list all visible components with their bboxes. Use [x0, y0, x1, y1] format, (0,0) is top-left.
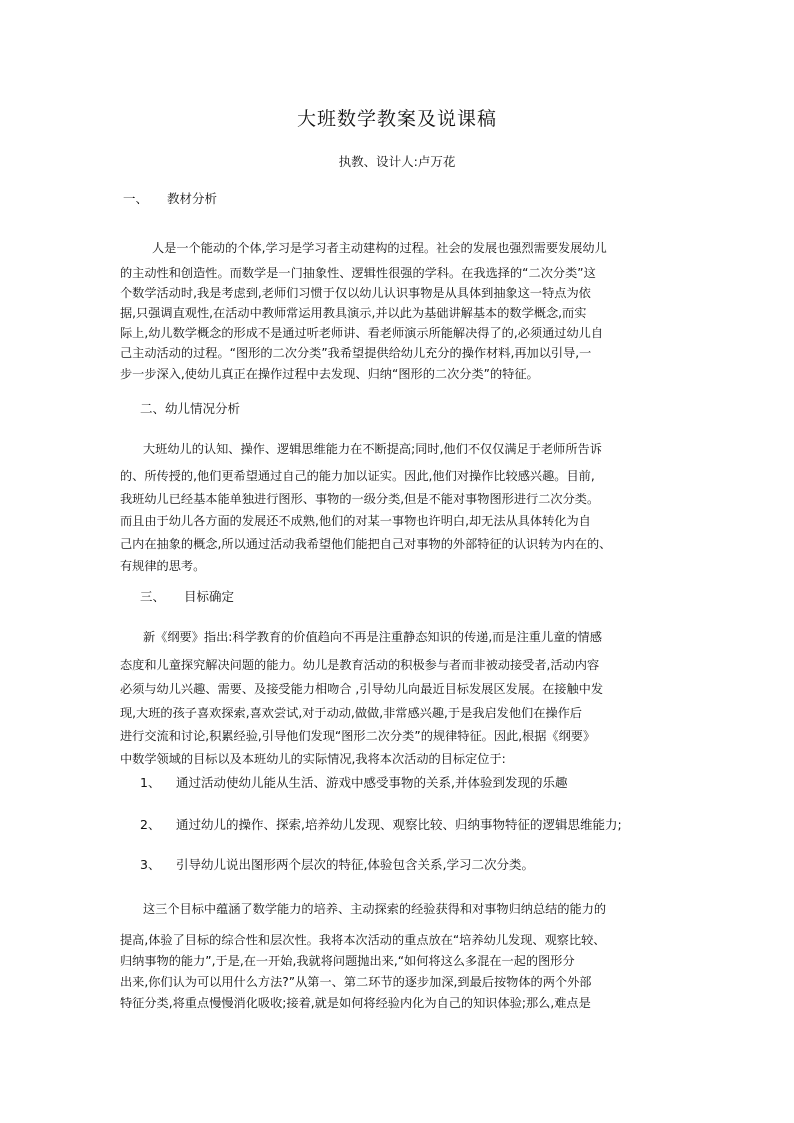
- section-title: 教材分析: [167, 191, 218, 206]
- goal-item: [140, 857, 534, 873]
- paragraph-line: 我班幼儿已经基本能单独进行图形、事物的一级分类,但是不能对事物图形进行二次分类。: [120, 492, 600, 506]
- goal-text: 通过幼儿的操作、探索,培养幼儿发现、观察比较、归纳事物特征的逻辑思维能力;: [176, 817, 622, 832]
- section-heading-materials: [123, 191, 217, 207]
- paragraph-line: 步一步深入,使幼儿真正在操作过程中去发现、归纳“图形的二次分类”的特征。: [120, 367, 539, 381]
- paragraph-line: 态度和儿童探究解决问题的能力。幼儿是教育活动的积极参与者而非被动接受者,活动内容: [120, 658, 600, 672]
- paragraph-line: 的主动性和创造性。而数学是一门抽象性、逻辑性很强的学科。在我选择的“二次分类”这: [120, 266, 596, 280]
- paragraph-line: 而且由于幼儿各方面的发展还不成熟,他们的对某一事物也许明白,却无法从具体转化为自: [120, 514, 591, 528]
- paragraph-line: 有规律的思考。: [120, 559, 206, 573]
- goal-number: 2、: [140, 817, 161, 832]
- paragraph-line: 新《纲要》指出:科学教育的价值趋向不再是注重静态知识的传递,而是注重儿童的情感: [143, 630, 602, 644]
- paragraph-line: 出来,你们认为可以用什么方法?”从第一、第二环节的逐步加深,到最后按物体的两个外部: [120, 975, 592, 989]
- paragraph-line: 己主动活动的过程。“图形的二次分类”我希望提供给幼儿充分的操作材料,再加以引导,一: [120, 346, 592, 360]
- paragraph-line: 现,大班的孩子喜欢探索,喜欢尝试,对于动动,做做,非常感兴趣,于是我启发他们在操作后: [120, 706, 582, 720]
- section-heading-children: 二、幼儿情况分析: [140, 401, 241, 416]
- author-line: 执教、设计人:卢万花: [338, 154, 456, 169]
- paragraph-line: 中数学领域的目标以及本班幼儿的实际情况,我将本次活动的目标定位于:: [120, 752, 506, 766]
- goal-item: [140, 817, 622, 833]
- section-number: 一、: [123, 191, 149, 206]
- paragraph-line: 个数学活动时,我是考虑到,老师们习惯于仅以幼儿认识事物是从具体到抽象这一特点为依: [120, 286, 591, 300]
- paragraph-line: 特征分类,将重点慢慢消化吸收;接着,就是如何将经验内化为自己的知识体验;那么,难点是: [120, 996, 591, 1010]
- section-title: 目标确定: [184, 589, 235, 604]
- goal-number: 3、: [140, 857, 161, 872]
- section-number: 三、: [140, 589, 166, 604]
- paragraph-line: 的、所传授的,他们更希望通过自己的能力加以证实。因此,他们对操作比较感兴趣。目前,: [120, 469, 595, 483]
- paragraph-line: 归纳事物的能力”,于是,在一开始,我就将问题抛出来,“如何将这么多混在一起的图形分: [120, 954, 575, 968]
- goal-text: 引导幼儿说出图形两个层次的特征,体验包含关系,学习二次分类。: [176, 857, 534, 872]
- paragraph-line: 必须与幼儿兴趣、需要、及接受能力相吻合 ,引导幼儿向最近目标发展区发展。在接触中发: [120, 682, 604, 696]
- paragraph-line: 际上,幼儿数学概念的形成不是通过听老师讲、看老师演示所能解决得了的,必须通过幼儿自: [120, 326, 604, 340]
- goal-text: 通过活动使幼儿能从生活、游戏中感受事物的关系,并体验到发现的乐趣: [176, 775, 568, 790]
- goal-number: 1、: [140, 775, 161, 790]
- paragraph-line: 人是一个能动的个体,学习是学习者主动建构的过程。社会的发展也强烈需要发展幼儿: [152, 241, 607, 255]
- paragraph-line: 大班幼儿的认知、操作、逻辑思维能力在不断提高;同时,他们不仅仅满足于老师所告诉: [143, 442, 602, 456]
- paragraph-line: 这三个目标中蕴涵了数学能力的培养、主动探索的经验获得和对事物归纳总结的能力的: [143, 902, 607, 916]
- paragraph-line: 进行交流和讨论,积累经验,引导他们发现“图形二次分类”的规律特征。因此,根据《纲要》: [120, 729, 596, 743]
- section-heading-goals: [140, 589, 234, 605]
- paragraph-line: 己内在抽象的概念,所以通过活动我希望他们能把自己对事物的外部特征的认识转为内在的、: [120, 537, 612, 551]
- goal-item: [140, 775, 567, 791]
- document-title: 大班数学教案及说课稿: [296, 108, 497, 130]
- paragraph-line: 提高,体验了目标的综合性和层次性。我将本次活动的重点放在“培养幼儿发现、观察比较、: [120, 933, 606, 947]
- paragraph-line: 据,只强调直观性,在活动中教师常运用教具演示,并以此为基础讲解基本的数学概念,而实: [120, 306, 587, 320]
